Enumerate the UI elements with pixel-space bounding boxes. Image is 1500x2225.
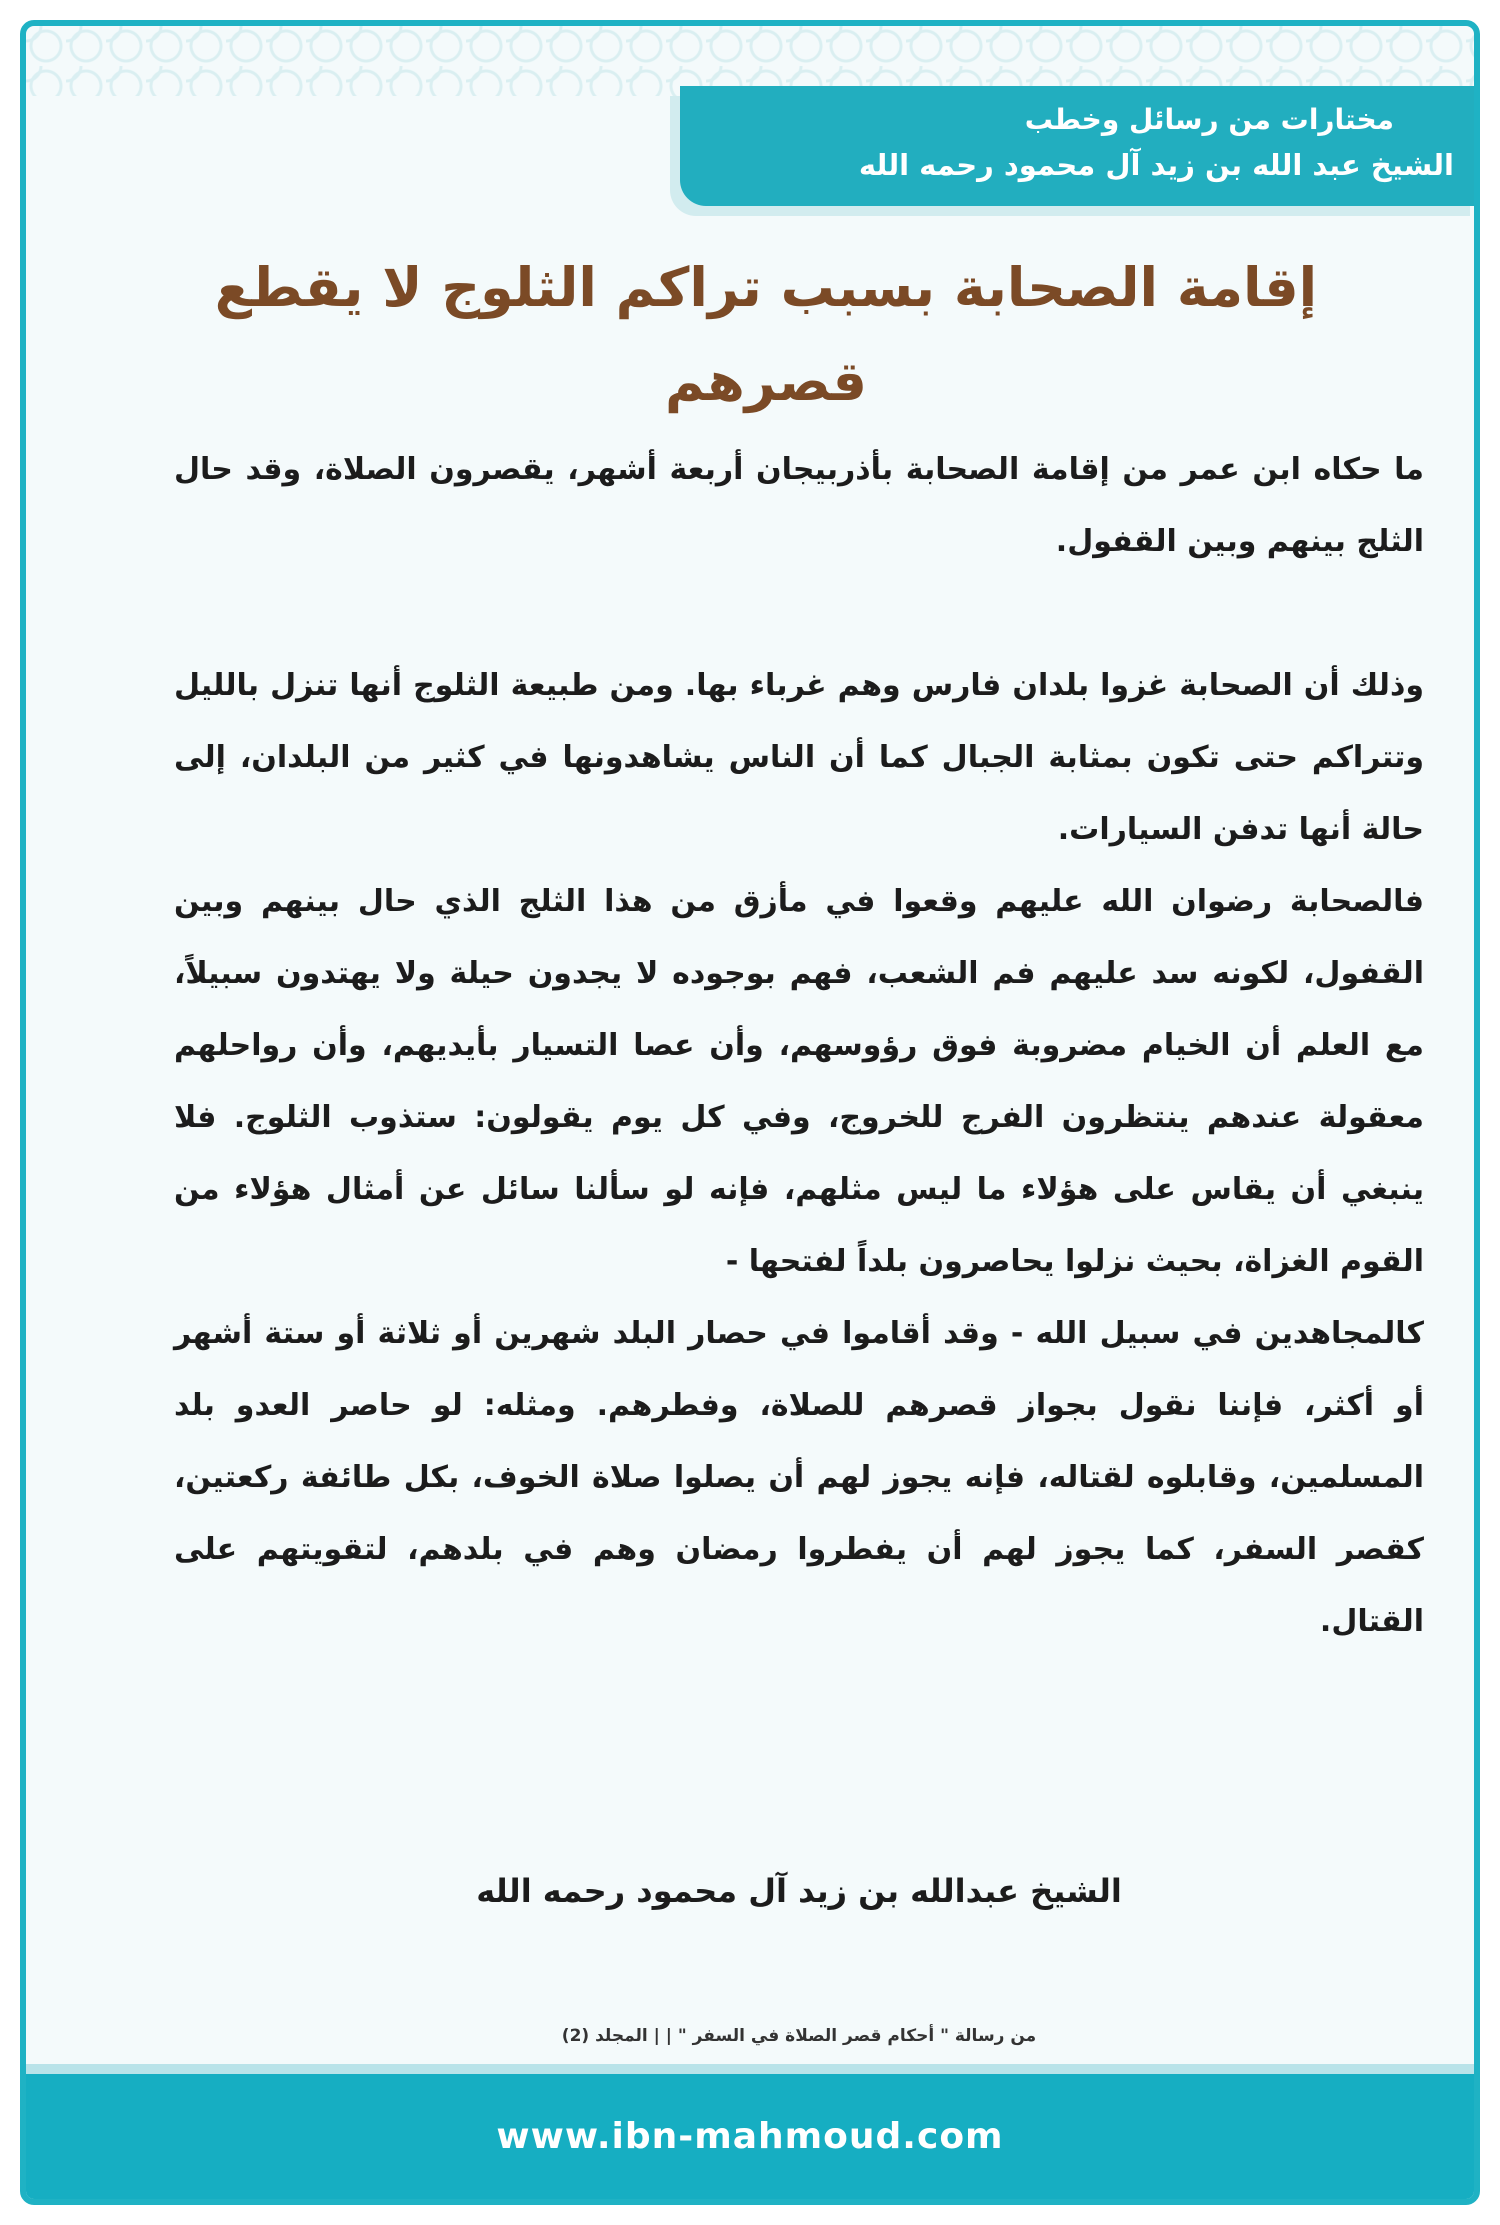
- author-line: الشيخ عبد الله بن زيد آل محمود رحمه الله: [858, 148, 1454, 182]
- paragraph-3: فالصحابة رضوان الله عليهم وقعوا في مأزق من هذا الثلج الذي حال بينهم وبين القفول، لكونه سد عليهم فم الشعب، فهم بوجوده لا يجدون حيلة ولا يهتدون سبيلاً، مع العلم أن الخيام مضروبة فوق رؤوسهم، وأن عصا التسيار بأيديهم، وأن رواحلهم معقولة عندهم ينتظرون الفرج للخروج، وفي كل يوم يقولون: ستذوب الثلوج. فلا ينبغي أن يقاس على هؤلاء ما ليس مثلهم، فإنه لو سألنا سائل عن أمثال هؤلاء من القوم الغزاة، بحيث نزلوا يحاصرون بلداً لفتحها -: [174, 884, 1424, 1279]
- series-title: مختارات من رسائل وخطب: [1024, 103, 1394, 136]
- article-title: إقامة الصحابة بسبب تراكم الثلوج لا يقطع قصرهم: [214, 256, 1318, 413]
- paragraph-2: وذلك أن الصحابة غزوا بلدان فارس وهم غرباء بها. ومن طبيعة الثلوج أنها تنزل بالليل وتتراكم حتى تكون بمثابة الجبال كما أن الناس يشاهدونها في كثير من البلدان، إلى حالة أنها تدفن السيارات.: [174, 668, 1424, 847]
- header-banner: [680, 86, 1480, 206]
- paragraph-4: كالمجاهدين في سبيل الله - وقد أقاموا في حصار البلد شهرين أو ثلاثة أو ستة أشهر أو أكثر، فإننا نقول بجواز قصرهم للصلاة، وفطرهم. ومثله: لو حاصر العدو بلد المسلمين، وقابلوه لقتاله، فإنه يجوز لهم أن يصلوا صلاة الخوف، بكل طائفة ركعتين، كقصر السفر، كما يجوز لهم أن يفطروا رمضان وهم في بلدهم، لتقويتهم على القتال.: [174, 1316, 1424, 1639]
- page-frame: [20, 20, 1480, 2205]
- author-signature: الشيخ عبدالله بن زيد آل محمود رحمه الله: [476, 1872, 1122, 1910]
- website-link[interactable]: www.ibn-mahmoud.com: [496, 2116, 1004, 2157]
- source-reference: من رسالة " أحكام قصر الصلاة في السفر " | | المجلد (2): [561, 2026, 1037, 2046]
- footer-bar: [26, 2074, 1474, 2199]
- article-body: [174, 434, 1424, 1658]
- paragraph-1: ما حكاه ابن عمر من إقامة الصحابة بأذربيجان أربعة أشهر، يقصرون الصلاة، وقد حال الثلج بينهم وبين القفول.: [174, 452, 1424, 559]
